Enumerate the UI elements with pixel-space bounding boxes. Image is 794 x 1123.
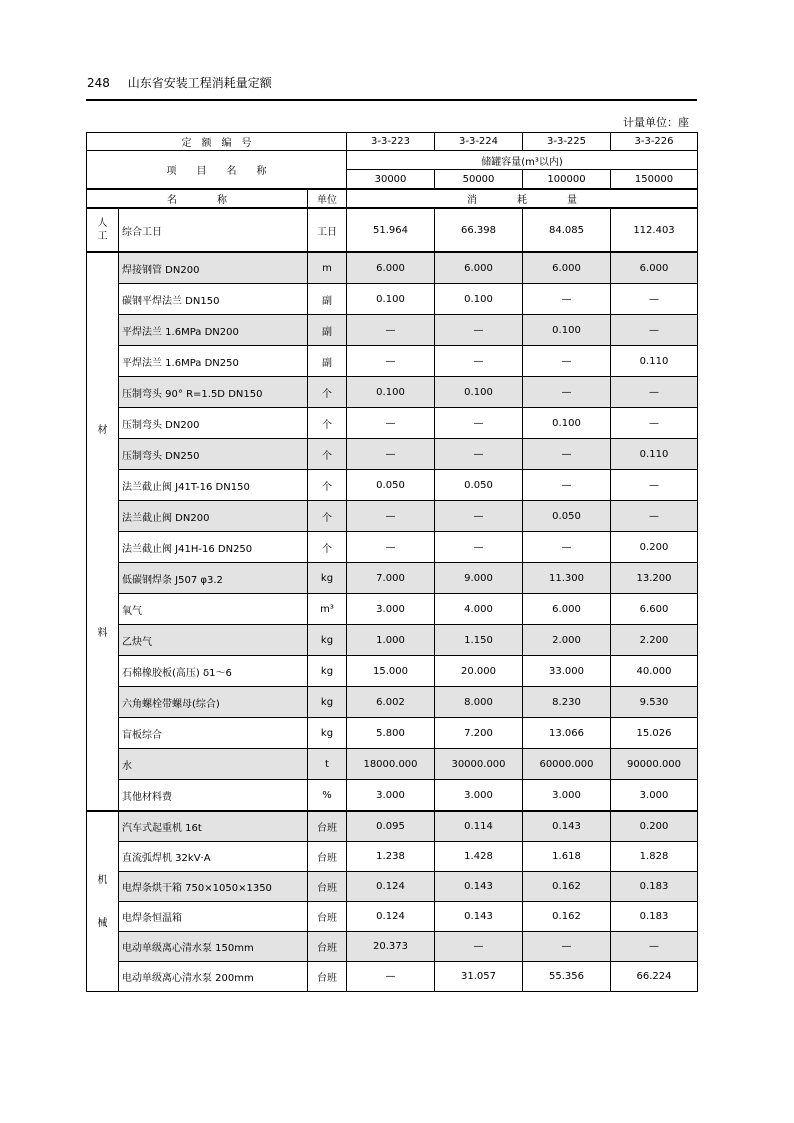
labor-value: 84.085 [523,208,611,252]
material-name: 石棉橡胶板(高压) δ1～6 [119,656,308,687]
material-value: 0.050 [435,470,523,501]
material-value: — [347,315,435,346]
material-value: 2.200 [611,625,698,656]
material-value: 6.002 [347,687,435,718]
material-value: 7.200 [435,718,523,749]
machine-value: 55.356 [523,962,611,992]
machine-value: 31.057 [435,962,523,992]
material-name: 水 [119,749,308,780]
material-value: 2.000 [523,625,611,656]
material-value: — [611,377,698,408]
machine-name: 电焊条恒温箱 [119,902,308,932]
machine-value: 1.618 [523,842,611,872]
material-name: 六角螺栓带螺母(综合) [119,687,308,718]
machine-name: 电动单级离心清水泵 150mm [119,932,308,962]
page-header [87,74,272,91]
labor-name: 综合工日 [119,208,308,252]
material-row [87,780,698,812]
material-unit: 个 [308,377,347,408]
material-row [87,656,698,687]
material-unit: 个 [308,408,347,439]
material-unit: 副 [308,284,347,315]
material-unit: 个 [308,470,347,501]
machine-category-char: 机 [97,874,108,886]
material-row [87,284,698,315]
material-row [87,377,698,408]
page-number: 248 [87,76,110,90]
material-value: 0.100 [435,377,523,408]
material-row [87,532,698,563]
machine-unit: 台班 [308,962,347,992]
material-value: 0.100 [347,377,435,408]
material-unit: 个 [308,439,347,470]
material-value: — [523,377,611,408]
material-unit: kg [308,625,347,656]
material-row [87,718,698,749]
material-row [87,563,698,594]
capacity-label: 储罐容量(m³以内) [347,151,698,170]
material-name: 法兰截止阀 DN200 [119,501,308,532]
material-value: — [523,284,611,315]
machine-unit: 台班 [308,902,347,932]
material-value: 0.100 [347,284,435,315]
material-unit: m [308,252,347,284]
material-value: 20.000 [435,656,523,687]
machine-value: 66.224 [611,962,698,992]
material-value: 3.000 [347,780,435,812]
name-label: 名 称 [87,189,308,208]
machine-value: 1.428 [435,842,523,872]
material-category-char: 材 [97,424,108,436]
book-title: 山东省安装工程消耗量定额 [127,76,272,90]
quota-code: 3-3-224 [435,133,523,151]
machine-value: 1.828 [611,842,698,872]
material-value: — [347,501,435,532]
quota-code: 3-3-225 [523,133,611,151]
material-value: 4.000 [435,594,523,625]
material-value: — [347,408,435,439]
machine-value: 0.124 [347,872,435,902]
header-rule [86,99,697,101]
material-value: — [435,439,523,470]
material-value: 60000.000 [523,749,611,780]
quota-code: 3-3-226 [611,133,698,151]
material-row [87,625,698,656]
machine-row [87,902,698,932]
machine-value: 0.095 [347,811,435,842]
machine-unit: 台班 [308,872,347,902]
machine-value: 0.200 [611,811,698,842]
material-row [87,470,698,501]
material-value: 6.000 [611,252,698,284]
machine-value: 0.143 [435,872,523,902]
machine-value: 20.373 [347,932,435,962]
material-value: 8.000 [435,687,523,718]
material-value: 0.100 [435,284,523,315]
material-value: 6.000 [523,252,611,284]
material-name: 氧气 [119,594,308,625]
capacity-value: 50000 [435,170,523,190]
material-value: 90000.000 [611,749,698,780]
material-value: 0.110 [611,439,698,470]
machine-row [87,811,698,842]
material-name: 压制弯头 90° R=1.5D DN150 [119,377,308,408]
material-value: 0.200 [611,532,698,563]
unit-label: 单位 [308,189,347,208]
machine-value: 1.238 [347,842,435,872]
material-category-char: 料 [97,627,108,639]
machine-name: 电动单级离心清水泵 200mm [119,962,308,992]
material-row [87,315,698,346]
material-value: — [523,532,611,563]
material-row [87,749,698,780]
material-value: 0.110 [611,346,698,377]
material-unit: m³ [308,594,347,625]
machine-value: 0.143 [435,902,523,932]
material-value: 9.530 [611,687,698,718]
material-name: 平焊法兰 1.6MPa DN200 [119,315,308,346]
labor-category-char: 工 [97,231,108,242]
machine-unit: 台班 [308,932,347,962]
material-value: — [611,284,698,315]
material-value: 30000.000 [435,749,523,780]
machine-value: — [347,962,435,992]
machine-value: — [523,932,611,962]
machine-value: 0.162 [523,872,611,902]
machine-value: 0.183 [611,902,698,932]
consumption-label: 消 耗 量 [347,189,698,208]
material-row [87,252,698,284]
material-name: 低碳钢焊条 J507 φ3.2 [119,563,308,594]
labor-value: 66.398 [435,208,523,252]
machine-category [87,811,119,992]
material-value: 0.100 [523,408,611,439]
material-value: 6.000 [347,252,435,284]
material-value: — [435,501,523,532]
material-value: 3.000 [435,780,523,812]
machine-row [87,932,698,962]
machine-name: 直流弧焊机 32kV·A [119,842,308,872]
material-unit: 副 [308,346,347,377]
material-value: 6.000 [435,252,523,284]
material-name: 法兰截止阀 J41H-16 DN250 [119,532,308,563]
item-label: 项 目 名 称 [87,151,347,190]
labor-category [87,208,119,252]
material-value: — [347,346,435,377]
labor-value: 51.964 [347,208,435,252]
machine-value: 0.162 [523,902,611,932]
machine-value: 0.143 [523,811,611,842]
material-value: 33.000 [523,656,611,687]
material-value: — [611,408,698,439]
material-unit: kg [308,563,347,594]
material-value: — [523,470,611,501]
material-value: 0.050 [347,470,435,501]
machine-unit: 台班 [308,842,347,872]
material-value: — [611,501,698,532]
machine-value: 0.124 [347,902,435,932]
material-unit: kg [308,687,347,718]
material-unit: kg [308,656,347,687]
material-row [87,594,698,625]
material-unit: t [308,749,347,780]
material-name: 盲板综合 [119,718,308,749]
material-row [87,346,698,377]
quota-code: 3-3-223 [347,133,435,151]
material-unit: kg [308,718,347,749]
material-row [87,687,698,718]
unit-note: 计量单位：座 [623,116,689,129]
material-value: 3.000 [347,594,435,625]
capacity-value: 30000 [347,170,435,190]
machine-row [87,842,698,872]
material-value: 18000.000 [347,749,435,780]
material-name: 压制弯头 DN250 [119,439,308,470]
material-value: 9.000 [435,563,523,594]
material-value: — [435,532,523,563]
material-name: 平焊法兰 1.6MPa DN250 [119,346,308,377]
material-value: 1.150 [435,625,523,656]
material-value: 1.000 [347,625,435,656]
material-name: 乙炔气 [119,625,308,656]
material-name: 其他材料费 [119,780,308,812]
quota-table [86,132,698,992]
material-value: — [523,439,611,470]
material-value: — [611,315,698,346]
material-value: 7.000 [347,563,435,594]
material-row [87,501,698,532]
material-name: 压制弯头 DN200 [119,408,308,439]
material-name: 法兰截止阀 J41T-16 DN150 [119,470,308,501]
labor-category-char: 人 [97,218,108,229]
material-value: — [523,346,611,377]
machine-name: 电焊条烘干箱 750×1050×1350 [119,872,308,902]
material-value: — [611,470,698,501]
quota-label: 定 额 编 号 [87,133,347,151]
labor-value: 112.403 [611,208,698,252]
material-value: 5.800 [347,718,435,749]
material-unit: 副 [308,315,347,346]
material-value: 15.000 [347,656,435,687]
material-name: 碳钢平焊法兰 DN150 [119,284,308,315]
material-name: 焊接钢管 DN200 [119,252,308,284]
material-category [87,252,119,811]
material-value: 40.000 [611,656,698,687]
material-row [87,439,698,470]
material-value: 6.600 [611,594,698,625]
labor-unit: 工日 [308,208,347,252]
machine-unit: 台班 [308,811,347,842]
material-unit: 个 [308,532,347,563]
material-value: 13.200 [611,563,698,594]
machine-row [87,962,698,992]
machine-value: 0.183 [611,872,698,902]
machine-name: 汽车式起重机 16t [119,811,308,842]
material-value: — [435,315,523,346]
material-value: — [347,532,435,563]
material-value: — [435,408,523,439]
material-row [87,408,698,439]
material-value: — [347,439,435,470]
material-value: 3.000 [523,780,611,812]
material-value: 6.000 [523,594,611,625]
material-value: 3.000 [611,780,698,812]
material-unit: % [308,780,347,812]
machine-row [87,872,698,902]
material-unit: 个 [308,501,347,532]
machine-value: — [611,932,698,962]
material-value: 11.300 [523,563,611,594]
machine-category-char: 械 [97,917,108,929]
capacity-value: 100000 [523,170,611,190]
material-value: 0.100 [523,315,611,346]
machine-value: 0.114 [435,811,523,842]
material-value: 0.050 [523,501,611,532]
material-value: — [435,346,523,377]
material-value: 15.026 [611,718,698,749]
capacity-value: 150000 [611,170,698,190]
machine-value: — [435,932,523,962]
material-value: 8.230 [523,687,611,718]
material-value: 13.066 [523,718,611,749]
